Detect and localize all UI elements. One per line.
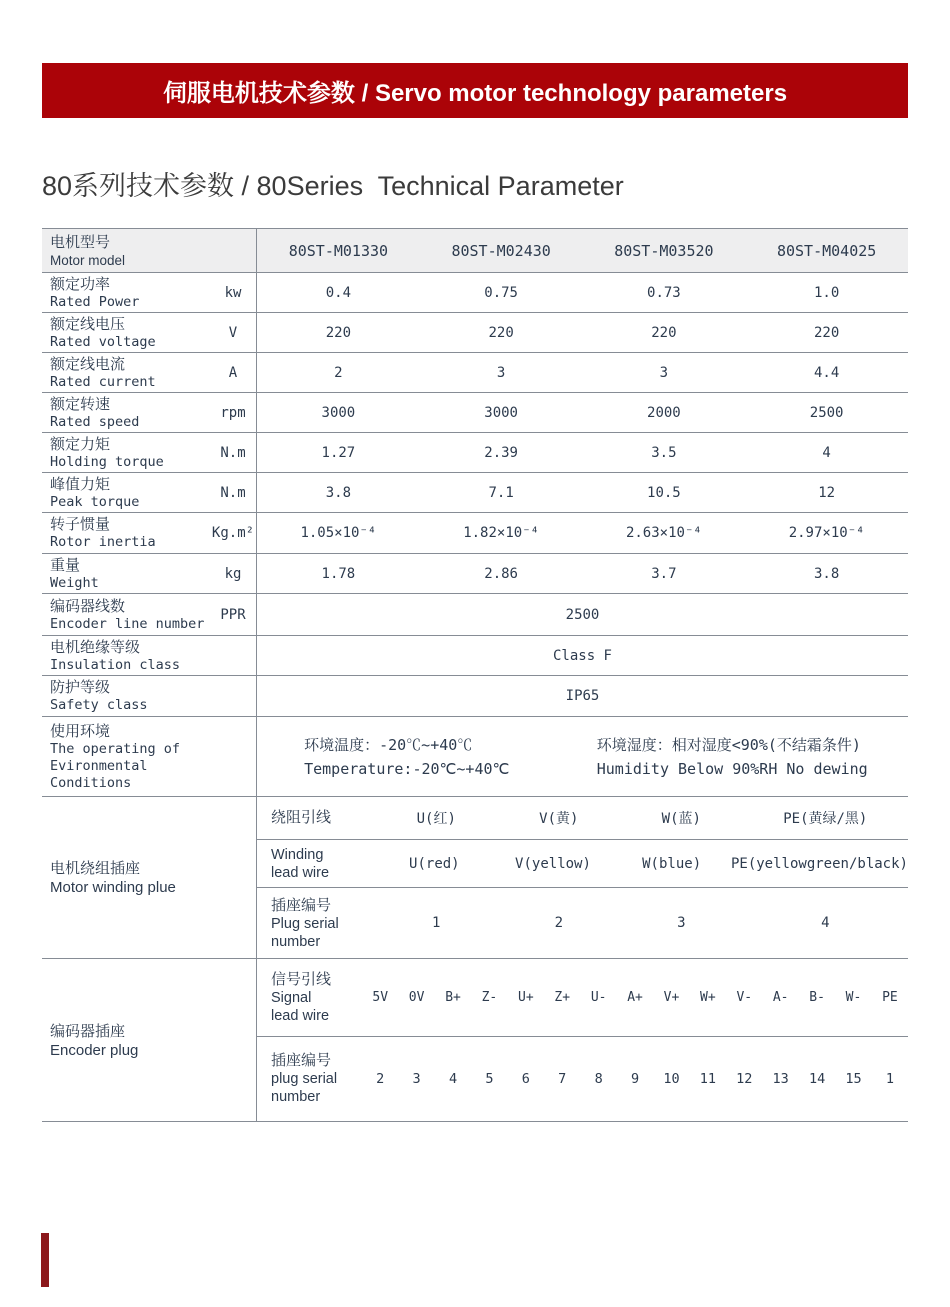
winding-label-en: Motor winding plue bbox=[50, 879, 176, 896]
serial-number-cell: 4 bbox=[448, 1070, 458, 1087]
encoder-row1-label-en2: lead wire bbox=[271, 1007, 330, 1024]
winding-value-cell: U(红) bbox=[416, 810, 456, 827]
model-header-cell: 80ST-M03520 bbox=[614, 241, 714, 260]
encoder-row2-label-cn: 插座编号 bbox=[271, 1051, 332, 1070]
winding-value-cell: PE(yellowgreen/black) bbox=[730, 855, 908, 872]
value-cell: 2.97×10⁻⁴ bbox=[788, 525, 865, 541]
value-cell: 3000 bbox=[484, 404, 518, 421]
serial-number-cell: 13 bbox=[772, 1070, 789, 1087]
row-label-en: Rated current bbox=[50, 373, 156, 390]
signal-cell: A+ bbox=[627, 989, 643, 1005]
signal-cell: 5V bbox=[372, 989, 389, 1005]
row-label-en: Rotor inertia bbox=[50, 534, 156, 550]
signal-cell: PE bbox=[882, 989, 898, 1005]
value-cell: 2.63×10⁻⁴ bbox=[625, 525, 702, 541]
row-label-en: Peak torque bbox=[50, 493, 140, 510]
plug-number-cell: 1 bbox=[432, 915, 441, 932]
env-label-en2: Evironmental Conditions bbox=[50, 757, 148, 791]
winding-value-cell: W(blue) bbox=[642, 855, 702, 872]
row-label-en: Rated speed bbox=[50, 413, 140, 430]
row-encoder-line-number bbox=[42, 594, 908, 636]
signal-cell: U- bbox=[590, 989, 607, 1005]
env-temperature bbox=[257, 733, 556, 781]
row-unit: PPR bbox=[220, 606, 246, 623]
row-unit: kw bbox=[224, 284, 242, 301]
row-unit: Kg.m² bbox=[211, 525, 255, 541]
value-cell: 220 bbox=[488, 324, 514, 341]
winding-value-cell: V(yellow) bbox=[515, 855, 591, 872]
serial-number-cell: 10 bbox=[663, 1070, 680, 1087]
winding-value-cell: U(red) bbox=[409, 855, 460, 872]
signal-cell: B+ bbox=[445, 989, 461, 1005]
encoder-row1-label-cn: 信号引线 bbox=[271, 969, 332, 988]
serial-number-cell: 11 bbox=[699, 1070, 716, 1087]
encoder-label-en: Encoder plug bbox=[50, 1041, 139, 1059]
signal-cell: U+ bbox=[518, 989, 534, 1005]
encoder-label-cn: 编码器插座 bbox=[50, 1021, 126, 1040]
spec-row-peak-torque bbox=[42, 473, 908, 513]
row-label-cn: 额定力矩 bbox=[50, 434, 111, 453]
value-cell: 1.78 bbox=[321, 565, 356, 582]
row-label-cn: 额定转速 bbox=[50, 394, 111, 413]
serial-number-cell: 15 bbox=[845, 1070, 862, 1087]
value-cell: 1.0 bbox=[813, 284, 840, 301]
winding-value-cell: V(黄) bbox=[539, 810, 579, 827]
signal-cell: V+ bbox=[663, 989, 680, 1005]
serial-number-cell: 3 bbox=[412, 1070, 421, 1087]
value-cell: 10.5 bbox=[647, 484, 681, 501]
serial-number-cell: 7 bbox=[558, 1070, 567, 1087]
row-label-en: Holding torque bbox=[50, 453, 164, 470]
span-value: 2500 bbox=[565, 606, 600, 623]
model-columns bbox=[256, 229, 908, 272]
value-cell: 1.27 bbox=[321, 444, 356, 461]
spec-row-rated-voltage bbox=[42, 313, 908, 353]
signal-cell: A- bbox=[772, 989, 789, 1005]
span-value: Class F bbox=[552, 647, 612, 664]
value-cell: 3 bbox=[659, 364, 669, 381]
spec-table bbox=[42, 228, 908, 1122]
env-humid-en: Humidity Below 90%RH No dewing bbox=[596, 759, 868, 778]
value-cell: 220 bbox=[325, 324, 352, 341]
winding-row-en bbox=[257, 840, 908, 889]
row-label-en: Rated voltage bbox=[50, 333, 156, 350]
winding-row2-label2: lead wire bbox=[271, 864, 330, 881]
row-unit: N.m bbox=[220, 444, 246, 461]
winding-row3-label-en1: Plug serial bbox=[271, 915, 339, 932]
encoder-row2-label-en1: plug serial bbox=[271, 1071, 338, 1088]
row-unit: V bbox=[228, 324, 238, 341]
table-header-row bbox=[42, 229, 908, 273]
header-unit-cell bbox=[210, 229, 256, 272]
env-temp-cn: 环境温度：-20℃~+40℃ bbox=[304, 735, 473, 754]
row-label-cn: 防护等级 bbox=[50, 678, 111, 696]
encoder-row1-label-en1: Signal bbox=[271, 989, 312, 1006]
span-value: IP65 bbox=[565, 688, 600, 704]
bottom-accent-bar bbox=[41, 1233, 49, 1287]
winding-row3-label-cn: 插座编号 bbox=[271, 895, 332, 914]
value-cell: 2.86 bbox=[484, 565, 518, 582]
winding-row3-label-en2: number bbox=[271, 933, 321, 950]
spec-row-holding-torque bbox=[42, 433, 908, 473]
serial-number-cell: 9 bbox=[630, 1070, 640, 1087]
row-label-cn: 转子惯量 bbox=[50, 515, 111, 533]
value-cell: 2.39 bbox=[484, 444, 518, 461]
winding-row2-label1: Winding bbox=[271, 846, 324, 863]
serial-number-cell: 1 bbox=[885, 1070, 894, 1087]
serial-number-cell: 6 bbox=[521, 1070, 530, 1087]
signal-cell: W+ bbox=[700, 989, 716, 1005]
row-label-cn: 电机绝缘等级 bbox=[50, 637, 141, 656]
winding-row-serial bbox=[257, 888, 908, 958]
value-cell: 12 bbox=[818, 484, 836, 501]
value-cell: 0.73 bbox=[647, 284, 681, 301]
spec-row-rated-current bbox=[42, 353, 908, 393]
winding-value-cell: PE(黄绿/黑) bbox=[783, 810, 868, 827]
row-unit: rpm bbox=[220, 404, 246, 421]
red-banner bbox=[42, 63, 908, 118]
signal-cell: 0V bbox=[408, 989, 425, 1005]
spec-row-rotor-inertia bbox=[42, 513, 908, 554]
signal-cell: V- bbox=[736, 989, 753, 1005]
value-cell: 1.82×10⁻⁴ bbox=[463, 525, 540, 541]
winding-row1-label: 绕阻引线 bbox=[271, 808, 332, 827]
model-header-cell: 80ST-M04025 bbox=[776, 241, 877, 260]
row-unit: A bbox=[228, 364, 238, 381]
signal-cell: Z+ bbox=[554, 989, 571, 1005]
row-label-en: Rated Power bbox=[50, 293, 140, 310]
banner-title: 伺服电机技术参数 / Servo motor technology parameters bbox=[162, 80, 788, 107]
signal-cell: B- bbox=[809, 989, 825, 1005]
row-safety-class bbox=[42, 676, 908, 717]
plug-number-cell: 3 bbox=[677, 915, 686, 932]
value-cell: 1.05×10⁻⁴ bbox=[300, 525, 377, 541]
spec-row-rated-speed bbox=[42, 393, 908, 433]
model-header-cell: 80ST-M02430 bbox=[451, 241, 551, 260]
row-label-cn: 额定线电流 bbox=[50, 354, 126, 373]
value-cell: 4 bbox=[822, 444, 831, 461]
header-label-en: Motor model bbox=[50, 252, 126, 268]
header-label-cn: 电机型号 bbox=[50, 232, 111, 251]
encoder-serial-row bbox=[257, 1037, 908, 1121]
spec-row-rated-power bbox=[42, 273, 908, 313]
value-cell: 2500 bbox=[809, 404, 844, 421]
row-label-en: Insulation class bbox=[50, 656, 181, 673]
header-label-cell bbox=[42, 229, 256, 272]
serial-number-cell: 2 bbox=[376, 1070, 385, 1087]
encoder-row2-label-en2: number bbox=[271, 1089, 321, 1106]
value-cell: 3 bbox=[496, 364, 506, 381]
value-cell: 220 bbox=[651, 324, 677, 341]
value-cell: 220 bbox=[813, 324, 840, 341]
signal-cell: W- bbox=[845, 989, 862, 1005]
section-motor-winding-plug bbox=[42, 797, 908, 959]
spec-row-weight bbox=[42, 554, 908, 594]
section-encoder-plug bbox=[42, 959, 908, 1122]
env-humidity bbox=[556, 733, 908, 781]
model-header-cell: 80ST-M01330 bbox=[288, 241, 389, 260]
row-label-en: Safety class bbox=[50, 697, 148, 713]
winding-value-cell: W(蓝) bbox=[661, 810, 701, 827]
row-environment bbox=[42, 717, 908, 797]
row-label-en: Weight bbox=[50, 574, 99, 591]
row-label-cn: 重量 bbox=[50, 555, 81, 574]
signal-cell: Z- bbox=[481, 989, 498, 1005]
encoder-signal-row bbox=[257, 959, 908, 1037]
section-title: 80系列技术参数 / 80Series Technical Parameter bbox=[42, 171, 624, 201]
serial-number-cell: 12 bbox=[736, 1070, 753, 1087]
row-unit: kg bbox=[224, 565, 242, 582]
value-cell: 3000 bbox=[321, 404, 356, 421]
serial-number-cell: 5 bbox=[485, 1070, 494, 1087]
value-cell: 2000 bbox=[647, 404, 681, 421]
row-label-cn: 额定线电压 bbox=[50, 314, 126, 333]
value-cell: 0.4 bbox=[325, 284, 352, 301]
value-cell: 4.4 bbox=[813, 364, 840, 381]
winding-label-cn: 电机绕组插座 bbox=[50, 859, 141, 877]
env-humid-cn: 环境湿度：相对湿度<90%(不结霜条件) bbox=[596, 735, 861, 754]
row-label-cn: 峰值力矩 bbox=[50, 474, 111, 493]
value-cell: 3.7 bbox=[651, 565, 677, 582]
serial-number-cell: 8 bbox=[594, 1070, 603, 1087]
row-label-en: Encoder line number bbox=[50, 615, 205, 632]
env-label-cn: 使用环境 bbox=[50, 721, 111, 740]
env-label-en1: The operating of bbox=[50, 740, 181, 757]
row-label-cn: 编码器线数 bbox=[50, 596, 126, 615]
value-cell: 2 bbox=[334, 364, 343, 381]
value-cell: 3.5 bbox=[651, 444, 677, 461]
value-cell: 7.1 bbox=[488, 484, 514, 501]
serial-number-cell: 14 bbox=[808, 1070, 826, 1087]
row-insulation-class bbox=[42, 636, 908, 676]
winding-row-cn bbox=[257, 797, 908, 840]
row-label-cn: 额定功率 bbox=[50, 274, 111, 293]
value-cell: 3.8 bbox=[813, 565, 840, 582]
plug-number-cell: 4 bbox=[821, 915, 830, 932]
row-unit: N.m bbox=[220, 484, 246, 501]
plug-number-cell: 2 bbox=[554, 915, 564, 932]
value-cell: 0.75 bbox=[484, 284, 518, 301]
env-temp-en: Temperature:-20℃~+40℃ bbox=[304, 759, 510, 778]
value-cell: 3.8 bbox=[325, 484, 352, 501]
